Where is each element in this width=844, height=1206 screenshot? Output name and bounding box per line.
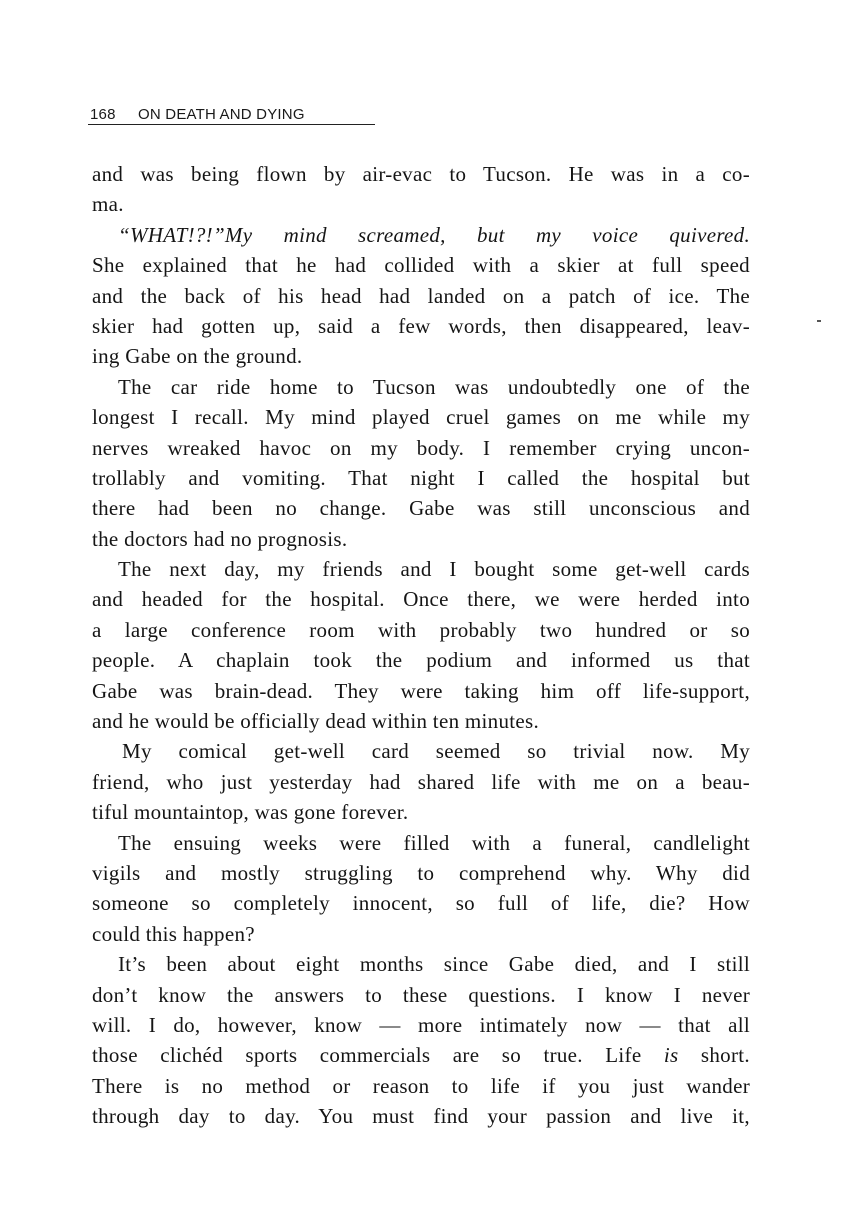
text-line: will. I do, however, know — more intimately now — that all: [92, 1012, 750, 1037]
text-line: and the back of his head had landed on a patch of ice. The: [92, 283, 750, 308]
text-line: people. A chaplain took the podium and informed us that: [92, 648, 750, 673]
running-title: ON DEATH AND DYING: [138, 106, 305, 123]
text-line: and headed for the hospital. Once there, we were herded into: [92, 587, 750, 612]
text-line: There is no method or reason to life if you just wander: [92, 1073, 750, 1098]
emphasized-word: is: [663, 1043, 679, 1068]
text-line: skier had gotten up, said a few words, then disappeared, leav-: [92, 313, 750, 338]
text-line: and was being flown by air-evac to Tucson. He was in a co-: [92, 162, 750, 186]
text-line: there had been no change. Gabe was still unconscious and: [92, 496, 750, 521]
exclamation: “WHAT!?!”My mind screamed, but my voice quivered.: [118, 222, 750, 247]
text-segment: those clichéd sports commercials are so true. Life: [92, 1043, 642, 1068]
text-line: longest I recall. My mind played cruel games on me while my: [92, 405, 750, 430]
text-line: vigils and mostly struggling to comprehend why. Why did: [92, 860, 750, 885]
text-line: She explained that he had collided with a skier at full speed: [92, 253, 750, 278]
text-line: tiful mountaintop, was gone forever.: [92, 800, 409, 825]
text-line: through day to day. You must find your passion and live it,: [92, 1104, 750, 1129]
text-line: The next day, my friends and I bought some get-well cards: [118, 557, 750, 582]
running-header: [90, 106, 305, 123]
text-line: ing Gabe on the ground.: [92, 344, 303, 369]
text-line: don’t know the answers to these questions. I know I never: [92, 982, 750, 1007]
scan-speck: [817, 320, 821, 322]
text-line: Gabe was brain-dead. They were taking him off life-support,: [92, 678, 750, 703]
page-number: 168: [90, 106, 116, 123]
text-line: the doctors had no prognosis.: [92, 526, 348, 551]
text-line: ma.: [92, 192, 124, 217]
text-line: someone so completely innocent, so full of life, die? How: [92, 891, 750, 916]
text-line: [92, 1040, 750, 1070]
text-line: friend, who just yesterday had shared life with me on a beau-: [92, 769, 750, 794]
text-line: The ensuing weeks were filled with a funeral, candlelight: [118, 830, 750, 855]
text-line: trollably and vomiting. That night I called the hospital but: [92, 465, 750, 490]
text-line: My comical get-well card seemed so trivial now. My: [122, 739, 750, 764]
text-line: nerves wreaked havoc on my body. I remember crying uncon-: [92, 435, 750, 460]
body-text: [92, 159, 750, 1132]
text-line: The car ride home to Tucson was undoubtedly one of the: [118, 374, 750, 399]
text-line: and he would be officially dead within ten minutes.: [92, 709, 540, 734]
text-segment: short.: [700, 1043, 750, 1068]
header-rule: [88, 124, 375, 125]
text-line: could this happen?: [92, 921, 255, 946]
text-line: [92, 220, 750, 250]
text-line: a large conference room with probably two hundred or so: [92, 617, 750, 642]
text-line: It’s been about eight months since Gabe died, and I still: [118, 952, 750, 977]
